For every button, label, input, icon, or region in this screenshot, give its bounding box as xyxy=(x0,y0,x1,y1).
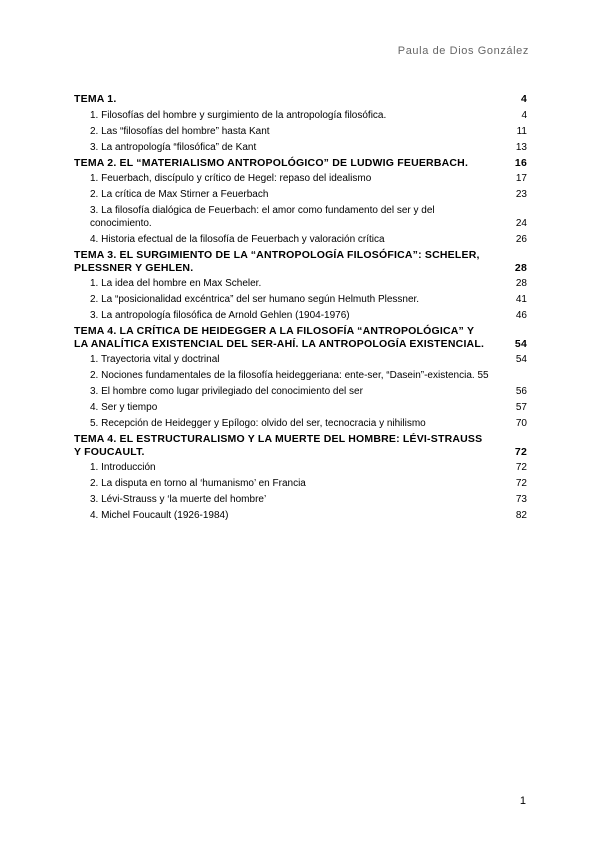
toc-section[interactable] xyxy=(74,109,527,122)
toc-entry-title: 2. Las “filosofías del hombre” hasta Kant xyxy=(90,125,270,137)
toc-entry-page: 72 xyxy=(515,478,527,489)
toc-entry-title: TEMA 1. xyxy=(74,93,117,105)
toc-entry-title: 1. Feuerbach, discípulo y crítico de Hegel: repaso del idealismo xyxy=(90,173,372,184)
toc-chapter[interactable] xyxy=(74,325,527,350)
toc-entry-page: 4 xyxy=(521,109,527,121)
toc-entry-page: 28 xyxy=(514,261,527,274)
toc-section[interactable] xyxy=(74,125,527,138)
toc-section[interactable] xyxy=(74,509,527,522)
toc-entry-page: 16 xyxy=(514,156,527,169)
toc-entry-page: 41 xyxy=(515,294,527,305)
toc-entry-page: 11 xyxy=(516,125,527,137)
toc-entry-title: 2. La disputa en torno al ‘humanismo’ en Francia xyxy=(90,478,306,489)
toc-entry-page: 56 xyxy=(515,386,527,397)
toc-entry-page: 72 xyxy=(514,445,527,458)
toc-entry-title: TEMA 4. LA CRÍTICA DE HEIDEGGER A LA FILOSOFÍA “ANTROPOLÓGICA” Y LA ANALÍTICA EXISTENCIAL DEL SER-AHÍ. LA ANTROPOLOGÍA EXISTENCIAL. xyxy=(74,325,485,350)
toc-section[interactable] xyxy=(74,233,527,246)
toc-chapter[interactable] xyxy=(74,249,527,274)
toc-section[interactable] xyxy=(74,369,527,382)
toc-entry-page: 54 xyxy=(515,354,527,365)
toc-section[interactable] xyxy=(74,309,527,322)
toc-entry-title: 2. Nociones fundamentales de la filosofía heideggeriana: ente-ser, “Dasein”-existencia. 55 xyxy=(90,370,489,381)
toc-entry-title: 3. La antropología filosófica de Arnold Gehlen (1904-1976) xyxy=(90,310,350,321)
toc-section[interactable] xyxy=(74,461,527,474)
toc-entry-page: 70 xyxy=(515,418,527,429)
toc-entry-title: 2. La “posicionalidad excéntrica” del ser humano según Helmuth Plessner. xyxy=(90,294,420,305)
toc-entry-title: 1. La idea del hombre en Max Scheler. xyxy=(90,278,262,289)
toc-entry-page: 73 xyxy=(515,494,527,505)
toc-section[interactable] xyxy=(74,204,527,230)
toc-entry-page: 24 xyxy=(515,218,527,229)
toc-entry-title: 4. Michel Foucault (1926-1984) xyxy=(90,510,229,521)
toc-section[interactable] xyxy=(74,477,527,490)
toc-section[interactable] xyxy=(74,172,527,185)
toc-entry-title: 1. Filosofías del hombre y surgimiento de la antropología filosófica. xyxy=(90,109,387,121)
toc-entry-page: 46 xyxy=(515,310,527,321)
toc-entry-title: 5. Recepción de Heidegger y Epílogo: olvido del ser, tecnocracia y nihilismo xyxy=(90,418,426,429)
toc-entry-title: 2. La crítica de Max Stirner a Feuerbach xyxy=(90,189,269,200)
toc-entry-page: 72 xyxy=(515,462,527,473)
toc-entry-title: TEMA 3. EL SURGIMIENTO DE LA “ANTROPOLOGÍA FILOSÓFICA”: SCHELER, PLESSNER Y GEHLEN. xyxy=(74,249,480,274)
toc-entry-page: 4 xyxy=(520,93,527,105)
page-header-author: Paula de Dios González xyxy=(397,45,529,57)
toc-entry-page: 23 xyxy=(515,189,527,200)
toc-entry-page: 17 xyxy=(515,173,527,184)
toc-entry-title: 3. Lévi-Strauss y ‘la muerte del hombre’ xyxy=(90,494,267,505)
toc-section[interactable] xyxy=(74,141,527,154)
toc-entry-page: 13 xyxy=(515,141,527,153)
toc-entry-title: 1. Introducción xyxy=(90,462,156,473)
toc-section[interactable] xyxy=(74,188,527,201)
toc-section[interactable] xyxy=(74,277,527,290)
toc-section[interactable] xyxy=(74,401,527,414)
toc-entry-title: 3. La antropología “filosófica” de Kant xyxy=(90,141,257,153)
table-of-contents xyxy=(74,93,527,525)
toc-entry-page: 26 xyxy=(515,234,527,245)
toc-chapter[interactable] xyxy=(74,433,527,458)
toc-entry-page: 28 xyxy=(515,278,527,289)
toc-entry-title: 4. Ser y tiempo xyxy=(90,402,158,413)
page-number: 1 xyxy=(519,795,526,807)
toc-entry-page: 54 xyxy=(514,337,527,350)
toc-section[interactable] xyxy=(74,293,527,306)
toc-entry-title: TEMA 2. EL “MATERIALISMO ANTROPOLÓGICO” DE LUDWIG FEUERBACH. xyxy=(74,156,469,169)
toc-chapter[interactable] xyxy=(74,93,527,106)
toc-entry-page: 82 xyxy=(515,510,527,521)
toc-section[interactable] xyxy=(74,417,527,430)
toc-entry-title: 4. Historia efectual de la filosofía de Feuerbach y valoración crítica xyxy=(90,234,385,245)
toc-section[interactable] xyxy=(74,493,527,506)
toc-entry-title: 3. La filosofía dialógica de Feuerbach: el amor como fundamento del ser y del conocimiento. xyxy=(90,205,435,229)
toc-chapter[interactable] xyxy=(74,157,527,170)
toc-section[interactable] xyxy=(74,385,527,398)
toc-entry-title: 1. Trayectoria vital y doctrinal xyxy=(90,354,220,365)
toc-entry-page: 57 xyxy=(515,402,527,413)
toc-entry-title: TEMA 4. EL ESTRUCTURALISMO Y LA MUERTE DEL HOMBRE: LÉVI-STRAUSS Y FOUCAULT. xyxy=(74,433,483,458)
toc-section[interactable] xyxy=(74,353,527,366)
toc-entry-title: 3. El hombre como lugar privilegiado del conocimiento del ser xyxy=(90,386,363,397)
